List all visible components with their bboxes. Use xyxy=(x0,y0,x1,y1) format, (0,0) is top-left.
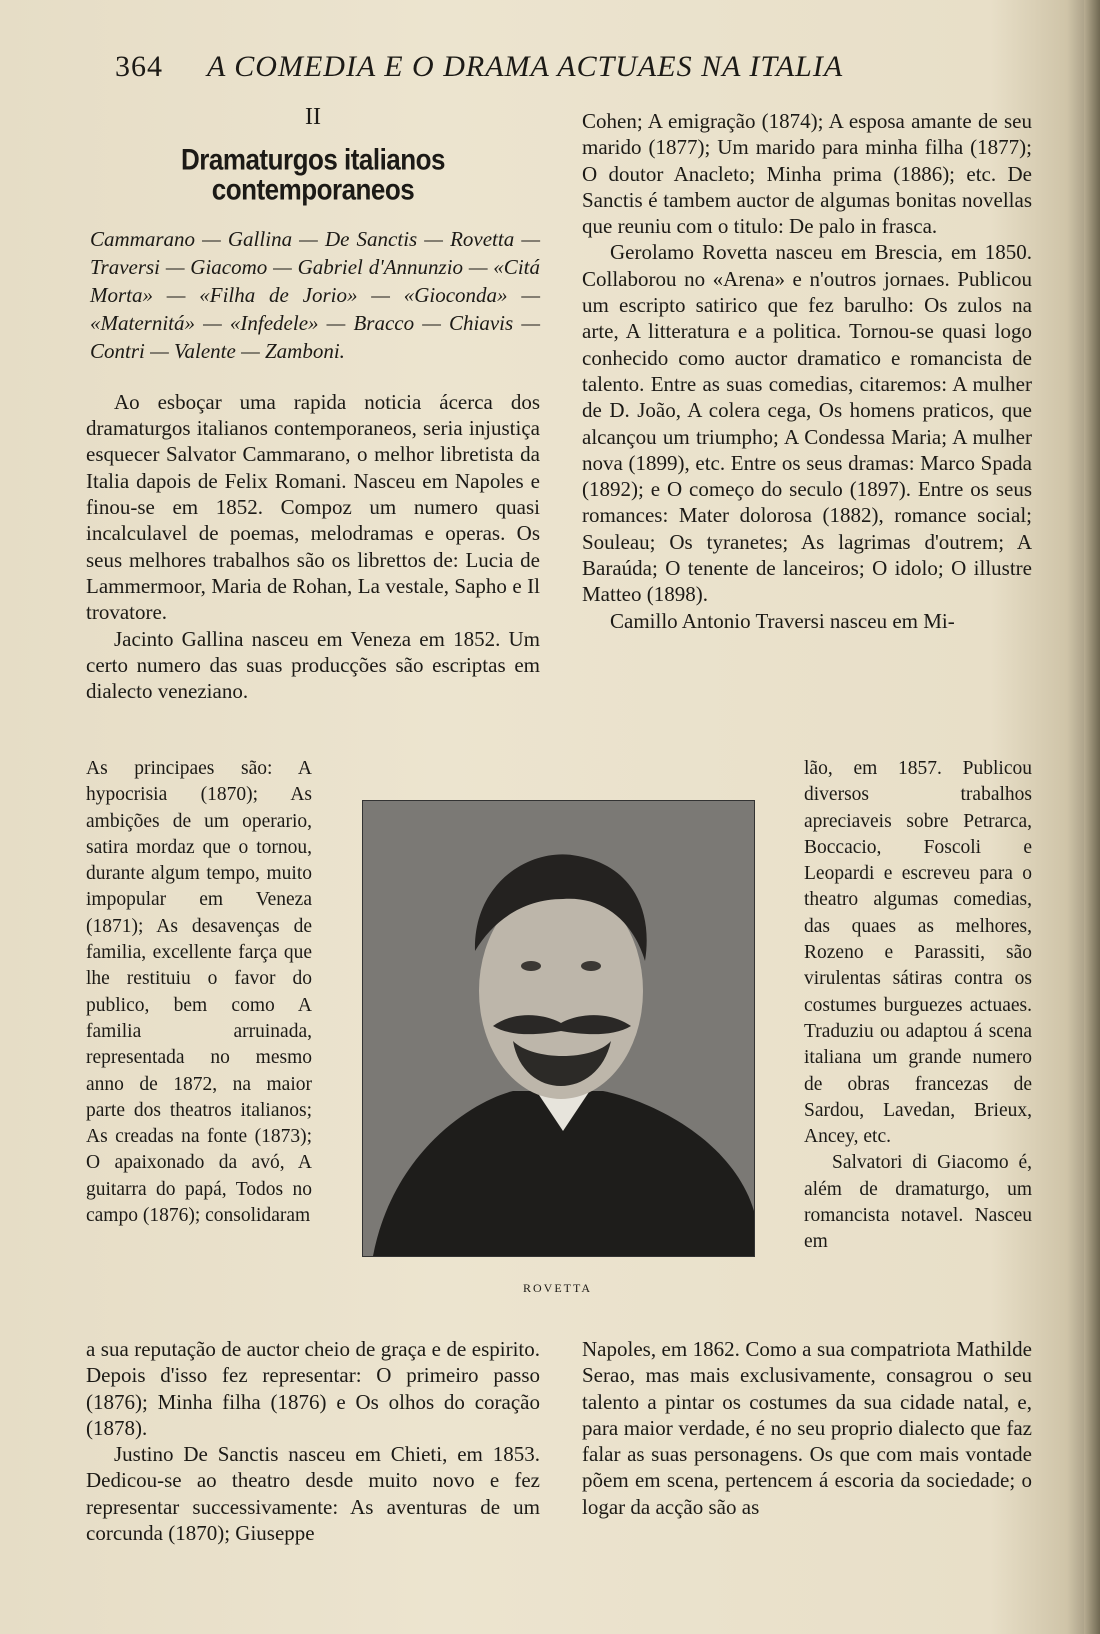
paragraph: Napoles, em 1862. Como a sua compatriota Mathilde Serao, mas mais exclusivamente, consagrou o seu talento a pintar os costumes da sua cidade natal, e, para maior verdade, é no seu proprio dialecto que faz falar as suas personagens. Os que com mais vontade põem em scena, pertencem á escoria da sociedade; o logar da acção são as xyxy=(582,1337,1032,1519)
right-column-bottom xyxy=(582,1336,1032,1520)
figure-caption: ROVETTA xyxy=(522,1281,593,1295)
paragraph: Ao esboçar uma rapida noticia ácerca dos dramaturgos italianos contemporaneos, seria injustiça esquecer Salvator Cammarano, o melhor libretista da Italia dapois de Felix Romani. Nasceu em Napoles e finou-se em 1852. Compoz um numero quasi incalculavel de poemas, melodramas e operas. Os seus melhores trabalhos são os librettos de: Lucia de Lammermoor, Maria de Rohan, La vestale, Sapho e Il trovatore. xyxy=(86,389,540,625)
left-narrow-text xyxy=(86,756,312,1229)
paragraph: lão, em 1857. Publicou diversos trabalhos apreciaveis sobre Petrarca, Boccacio, Foscoli e Leopardi e escreveu para o theatro algumas comedias, das quaes as melhores, Rozeno e Parassiti, são virulentas sátiras contra os costumes burguezes actuaes. Traduziu ou adaptou á scena italiana um grande numero de obras francezas de Sardou, Lavedan, Brieux, Ancey, etc. xyxy=(804,758,1032,1148)
paragraph: Justino De Sanctis nasceu em Chieti, em 1853. Dedicou-se ao theatro desde muito novo e fez representar successivamente: As aventuras de um corcunda (1870); Giuseppe xyxy=(86,1442,540,1546)
section-title: Dramaturgos italianos contemporaneos xyxy=(180,142,445,207)
paragraph: a sua reputação de auctor cheio de graça e de espirito. Depois d'isso fez representar: O primeiro passo (1876); Minha filha (1876) e Os olhos do coração (1878). xyxy=(86,1337,540,1440)
section-number: II xyxy=(305,104,321,130)
page-number: 364 xyxy=(115,50,163,83)
paragraph: Salvatori di Giacomo é, além de dramaturgo, um romancista notavel. Nasceu em xyxy=(804,1152,1032,1253)
paragraph: Cohen; A emigração (1874); A esposa amante de seu marido (1877); Um marido para minha filha (1877); O doutor Anacleto; Minha prima (1886); etc. De Sanctis é tambem auctor de algumas bonitas novellas que reuniu com o titulo: De palo in frasca. xyxy=(582,109,1032,239)
paragraph: Jacinto Gallina nasceu em Veneza em 1852. Um certo numero das suas producções são escriptas em dialecto veneziano. xyxy=(86,626,540,704)
section-summary: Cammarano — Gallina — De Sanctis — Rovetta — Traversi — Giacomo — Gabriel d'Annunzio — «Citá Morta» — «Filha de Jorio» — «Gioconda» — «Maternitá» — «Infedele» — Bracco — Chiavis — Contri — Valente — Zamboni. xyxy=(90,226,540,363)
paragraph: As principaes são: A hypocrisia (1870); As ambições de um operario, satira mordaz que o tornou, durante algum tempo, muito impopular em Veneza (1871); As desavenças de familia, excellente farça que lhe restituiu o favor do publico, bem como A familia arruinada, representada no mesmo anno de 1872, na maior parte dos theatros italianos; As creadas na fonte (1873); O apaixonado da avó, A guitarra do papá, Todos no campo (1876); consolidaram xyxy=(86,758,312,1227)
right-narrow-text xyxy=(804,756,1032,1256)
running-title: A COMEDIA E O DRAMA ACTUAES NA ITALIA xyxy=(207,50,844,83)
book-spine xyxy=(1084,0,1100,1634)
portrait-photo xyxy=(362,800,755,1257)
paragraph: Gerolamo Rovetta nasceu em Brescia, em 1850. Collaborou no «Arena» e n'outros jornaes. Publicou um escripto satirico que fez barulho: Os zulos na arte, A litteratura e a politica. Tornou-se quasi logo conhecido como auctor dramatico e romancista de talento. Entre as suas comedias, citaremos: A mulher de D. João, A colera cega, Os homens praticos, que alcançou um triumpho; A Condessa Maria; A mulher nova (1899), etc. Entre os seus dramas: Marco Spada (1892); e O começo do seculo (1897). Entre os seus romances: Mater dolorosa (1882), romance social; Souleau; Os tyranetes; As lagrimas d'outrem; A Baraúda; O tenente de lanceiros; O idolo; O illustre Matteo (1898). xyxy=(582,240,1032,607)
right-column xyxy=(582,108,1032,634)
left-column-bottom xyxy=(86,1336,540,1546)
running-head xyxy=(115,50,995,90)
left-column xyxy=(86,104,540,704)
paragraph: Camillo Antonio Traversi nasceu em Mi- xyxy=(610,608,955,633)
portrait-illustration xyxy=(363,801,754,1256)
